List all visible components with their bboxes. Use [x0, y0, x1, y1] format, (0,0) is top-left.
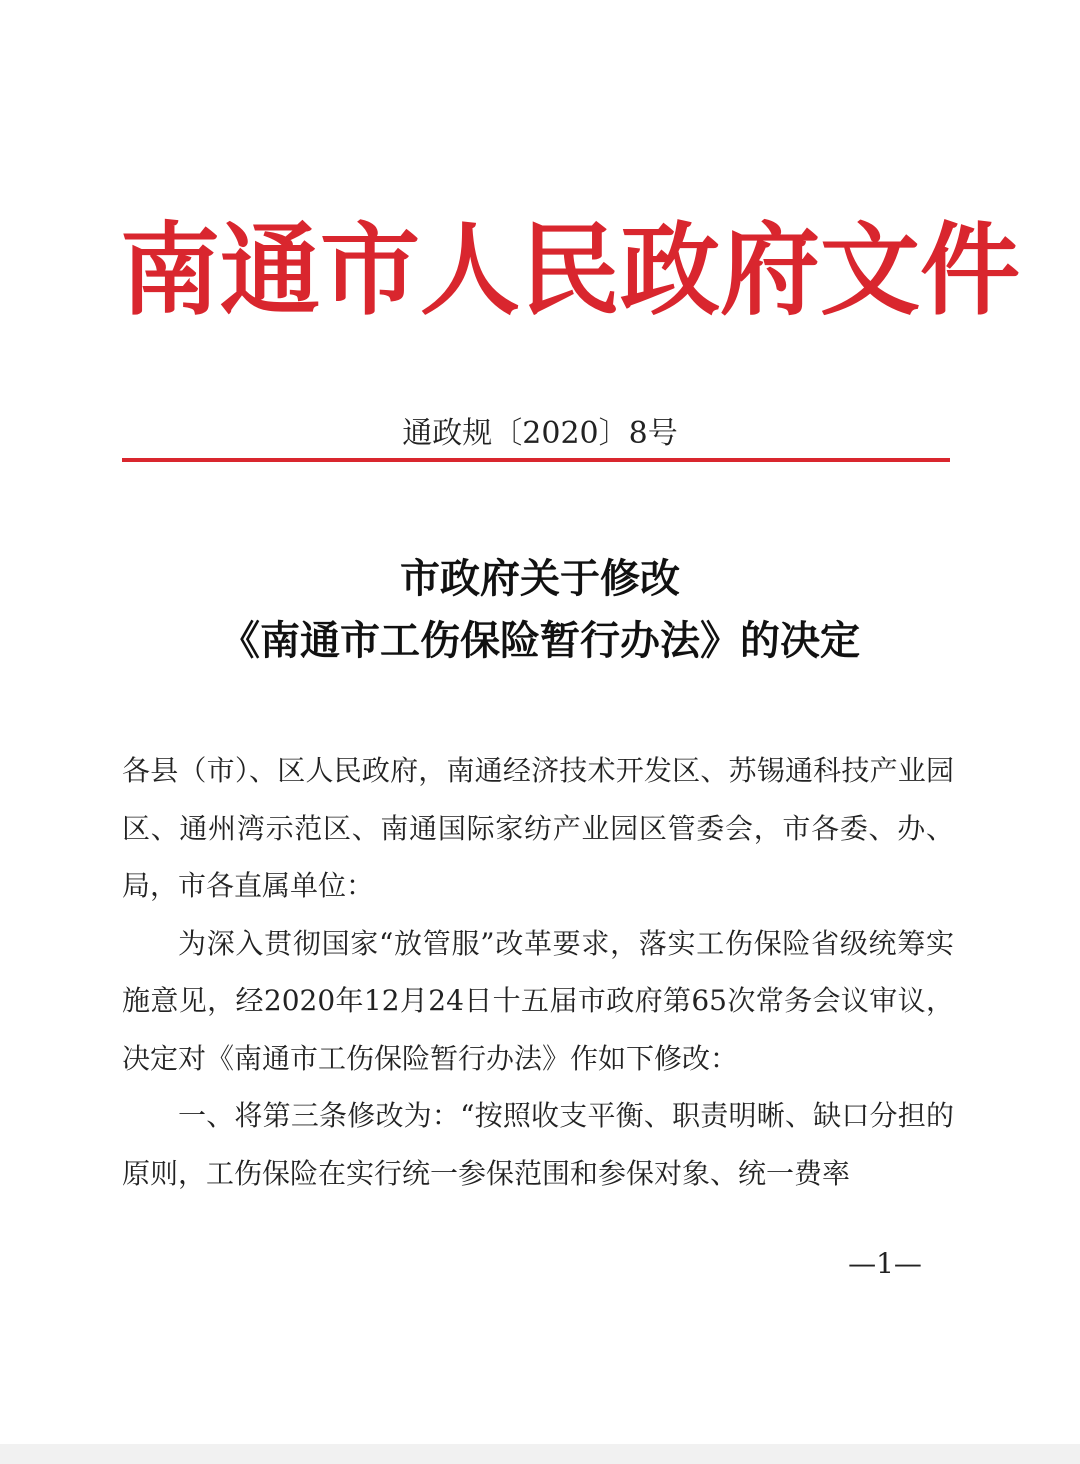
bottom-edge-strip	[0, 1444, 1080, 1464]
body-paragraph-1: 为深入贯彻国家“放管服”改革要求，落实工伤保险省级统筹实施意见，经2020年12月24日十五届市政府第65次常务会议审议，决定对《南通市工伤保险暂行办法》作如下修改：	[122, 926, 954, 1075]
document-title	[120, 548, 960, 672]
document-body	[122, 742, 954, 1202]
red-separator-rule	[122, 458, 950, 462]
body-paragraph-2: 一、将第三条修改为：“按照收支平衡、职责明晰、缺口分担的原则，工伤保险在实行统一参保范围和参保对象、统一费率	[122, 1099, 954, 1190]
document-title-line-2: 《南通市工伤保险暂行办法》的决定	[220, 617, 860, 664]
document-masthead: 南通市人民政府文件	[120, 212, 1020, 329]
addressee-paragraph: 各县（市）、区人民政府，南通经济技术开发区、苏锡通科技产业园区、通州湾示范区、南通国际家纺产业园区管委会，市各委、办、局，市各直属单位：	[122, 754, 954, 902]
document-number: 通政规〔2020〕8号	[402, 416, 678, 451]
page-number: —1—	[848, 1247, 922, 1280]
document-title-line-1: 市政府关于修改	[400, 555, 680, 602]
